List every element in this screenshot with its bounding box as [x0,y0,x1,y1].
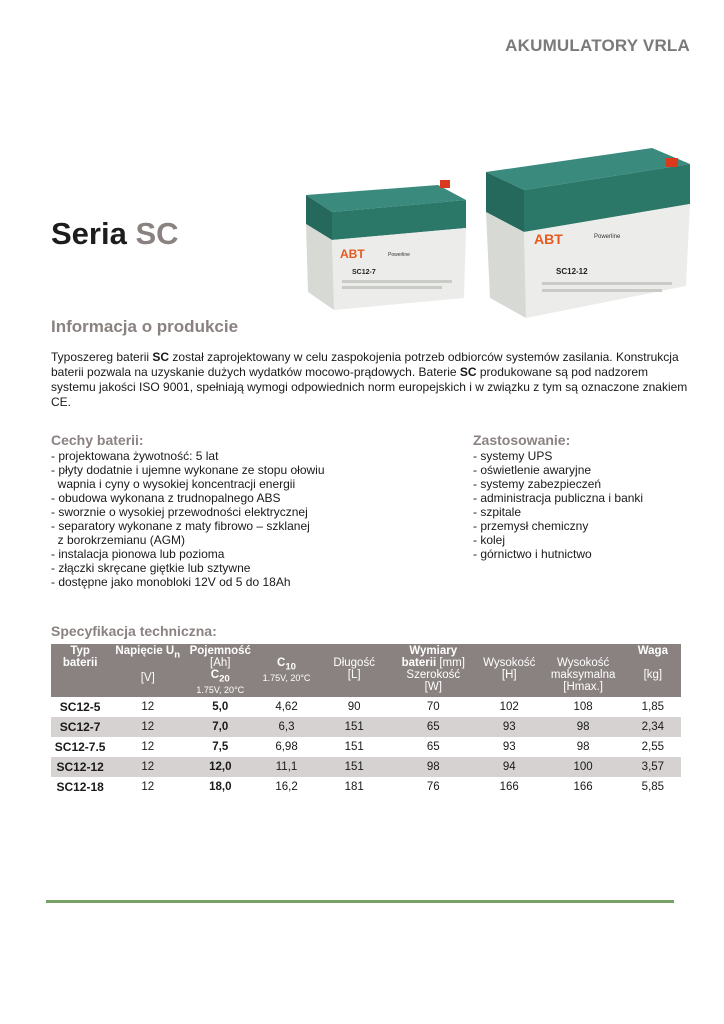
list-item: - systemy UPS [473,449,553,463]
battery-brand-small: ABT [340,247,365,261]
features-list [51,449,325,589]
list-item: - szpitale [473,505,522,519]
list-item: - obudowa wykonana z trudnopalnego ABS [51,491,281,505]
battery-sc12-7-image [306,180,466,310]
list-item: - systemy zabezpieczeń [473,477,602,491]
footer-divider [46,900,674,903]
battery-brand-large: ABT [534,231,563,247]
list-item: - oświetlenie awaryjne [473,463,592,477]
list-item: - administracja publiczna i banki [473,491,644,505]
series-name: SC [135,216,179,251]
list-item: wapnia i cyny o wysokiej koncentracji energii [51,477,296,491]
series-title [51,216,179,252]
features-heading: Cechy baterii: [51,432,144,448]
table-row: SC12-12 12 12,0 11,1 151 98 94 100 3,57 [51,757,681,777]
table-row: SC12-7.5 12 7,5 6,98 151 65 93 98 2,55 [54,740,665,755]
terminal-icon [440,180,450,188]
list-item: - projektowana żywotność: 5 lat [51,449,219,463]
spec-heading: Specyfikacja techniczna: [51,623,217,639]
battery-model-large: SC12-12 [556,267,588,276]
applications-list [473,449,643,561]
applications-heading: Zastosowanie: [473,432,571,448]
list-item: - instalacja pionowa lub pozioma [51,547,225,561]
spec-table [51,644,681,797]
list-item: z borokrzemianu (AGM) [51,533,186,547]
product-description: Typoszereg baterii SC został zaprojektowany w celu zaspokojenia potrzeb odbiorców systemów zasilania. Konstrukcja baterii pozwala na uzyskanie dużych wydatków mocowo-prądowych. Baterie SC produkowane są pod nadzorem systemu jakości ISO 9001, spełniają wymogi odpowiednich norm europejskich i w związku z tym są oznaczone znakiem CE. [51,350,688,409]
list-item: - przemysł chemiczny [473,519,589,533]
battery-product-photo [298,140,698,325]
list-item: - płyty dodatnie i ujemne wykonane ze stopu ołowiu [51,463,325,477]
list-item: - separatory wykonane z maty fibrowo – szklanej [51,519,310,533]
table-row: SC12-5 12 5,0 4,62 90 70 102 108 1,85 [59,700,665,715]
col-header-height: Wysokość [H] [477,644,542,697]
col-header-weight: Waga [kg] [625,644,681,697]
list-item: - dostępne jako monobloki 12V od 5 do 18Ah [51,575,291,589]
battery-sc12-12-image [486,148,690,318]
product-info-heading: Informacja o produkcie [51,317,239,336]
table-row: SC12-7 12 7,0 6,3 151 65 93 98 2,34 [51,717,681,737]
table-row: SC12-18 12 18,0 16,2 181 76 166 166 5,85 [56,780,665,795]
list-item: - sworznie o wysokiej przewodności elektrycznej [51,505,308,519]
col-header-voltage: Napięcie $U_n$ [V] [109,644,186,697]
battery-tag-small: Powerline [388,252,410,258]
document-header-title: AKUMULATORY VRLA [505,36,690,55]
list-item: - złączki skręcane giętkie lub sztywne [51,561,251,575]
col-header-max-height: Wysokość maksymalna [Hmax.] [541,644,624,697]
col-header-c10: $C_{10}$ 1.75V, 20°C [254,644,319,697]
list-item: - kolej [473,533,506,547]
col-header-c20: Pojemność [Ah] $C_{20}$ 1.75V, 20°C [186,644,254,697]
col-header-width: Wymiary baterii [mm] Szerokość [W] [390,644,477,697]
series-prefix: Seria [51,216,136,251]
list-item: - górnictwo i hutnictwo [473,547,592,561]
battery-tag-large: Powerline [594,234,621,240]
battery-model-small: SC12-7 [352,269,376,276]
col-header-length: Długość [L] [319,644,390,697]
terminal-icon [666,158,678,167]
col-header-type: Typ baterii [51,644,109,697]
